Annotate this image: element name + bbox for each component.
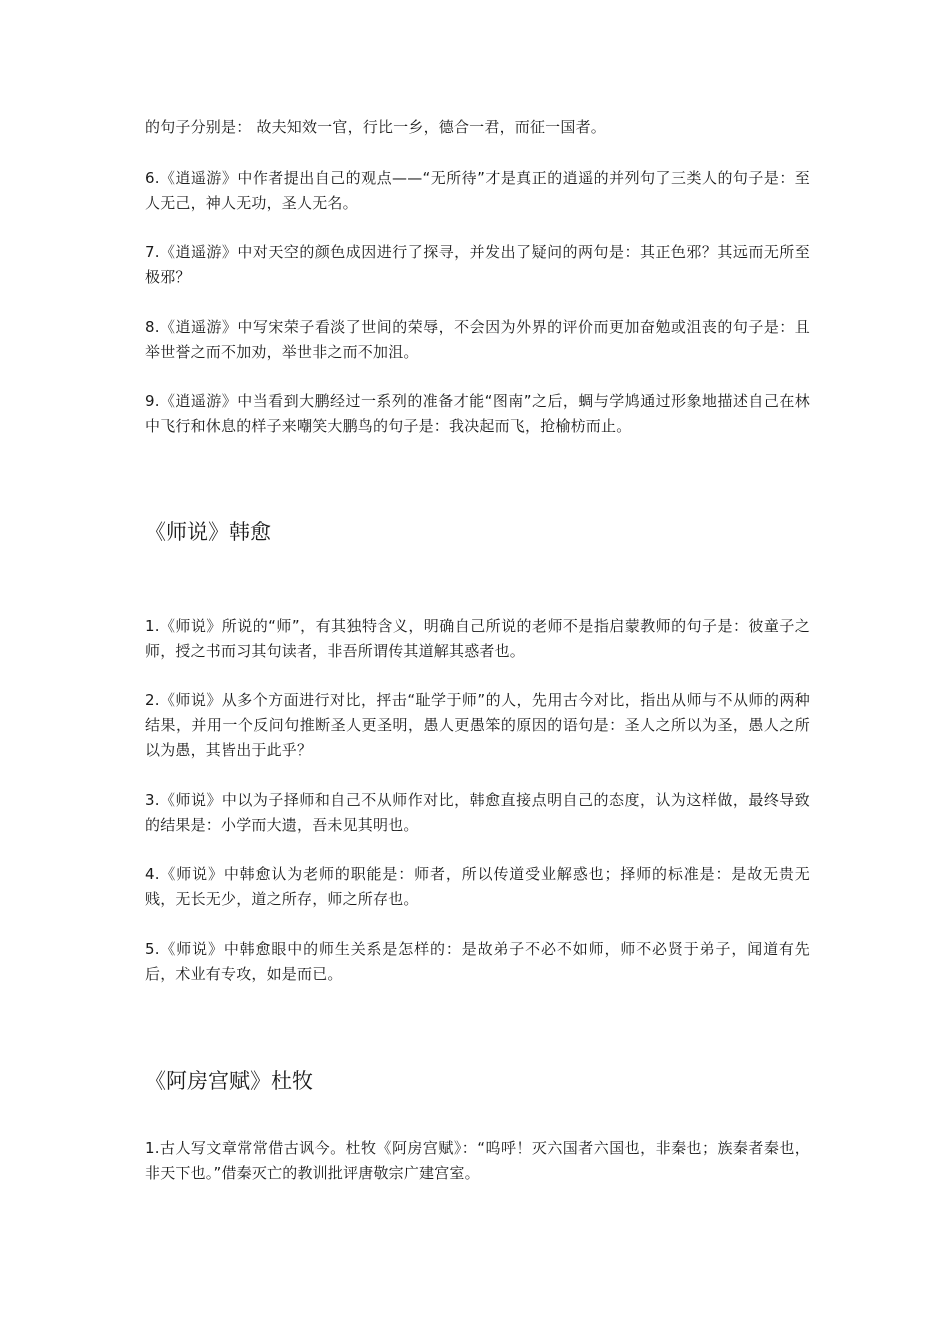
paragraph-shishuo-5: 5.《师说》中韩愈眼中的师生关系是怎样的：是故弟子不必不如师，师不必贤于弟子，闻道有先后，术业有专攻，如是而已。 [145,940,810,983]
paragraph-shishuo-2: 2.《师说》从多个方面进行对比，抨击“耻学于师”的人，先用古今对比，指出从师与不从师的两种结果，并用一个反问句推断圣人更圣明，愚人更愚笨的原因的语句是：圣人之所以为圣，愚人之所以为愚，其皆出于此乎？ [145,691,810,759]
paragraph-item-6: 6.《逍遥游》中作者提出自己的观点——“无所待”才是真正的逍遥的并列句了三类人的句子是：至人无己，神人无功，圣人无名。 [145,169,810,212]
paragraph-continued: 的句子分别是： 故夫知效一官，行比一乡，德合一君，而征一国者。 [145,118,606,136]
section-heading-afanggongfu: 《阿房宫赋》杜牧 [145,1069,313,1093]
paragraph-afanggongfu-1: 1.古人写文章常常借古讽今。杜牧《阿房宫赋》：“呜呼！灭六国者六国也，非秦也；族秦者秦也，非天下也。”借秦灭亡的教训批评唐敬宗广建宫室。 [145,1139,810,1182]
section-heading-shishuo: 《师说》韩愈 [145,520,271,544]
paragraph-item-8: 8.《逍遥游》中写宋荣子看淡了世间的荣辱，不会因为外界的评价而更加奋勉或沮丧的句子是：且举世誉之而不加劝，举世非之而不加沮。 [145,318,810,361]
paragraph-shishuo-4: 4.《师说》中韩愈认为老师的职能是：师者，所以传道受业解惑也；择师的标准是：是故无贵无贱，无长无少，道之所存，师之所存也。 [145,865,810,908]
paragraph-shishuo-3: 3.《师说》中以为子择师和自己不从师作对比，韩愈直接点明自己的态度，认为这样做，最终导致的结果是：小学而大遗，吾未见其明也。 [145,791,810,834]
paragraph-shishuo-1: 1.《师说》所说的“师”，有其独特含义，明确自己所说的老师不是指启蒙教师的句子是：彼童子之师，授之书而习其句读者，非吾所谓传其道解其惑者也。 [145,617,810,660]
paragraph-item-7: 7.《逍遥游》中对天空的颜色成因进行了探寻，并发出了疑问的两句是：其正色邪？其远而无所至极邪？ [145,243,810,286]
paragraph-item-9: 9.《逍遥游》中当看到大鹏经过一系列的准备才能“图南”之后，蜩与学鸠通过形象地描述自己在林中飞行和休息的样子来嘲笑大鹏鸟的句子是：我决起而飞，抢榆枋而止。 [145,392,810,435]
